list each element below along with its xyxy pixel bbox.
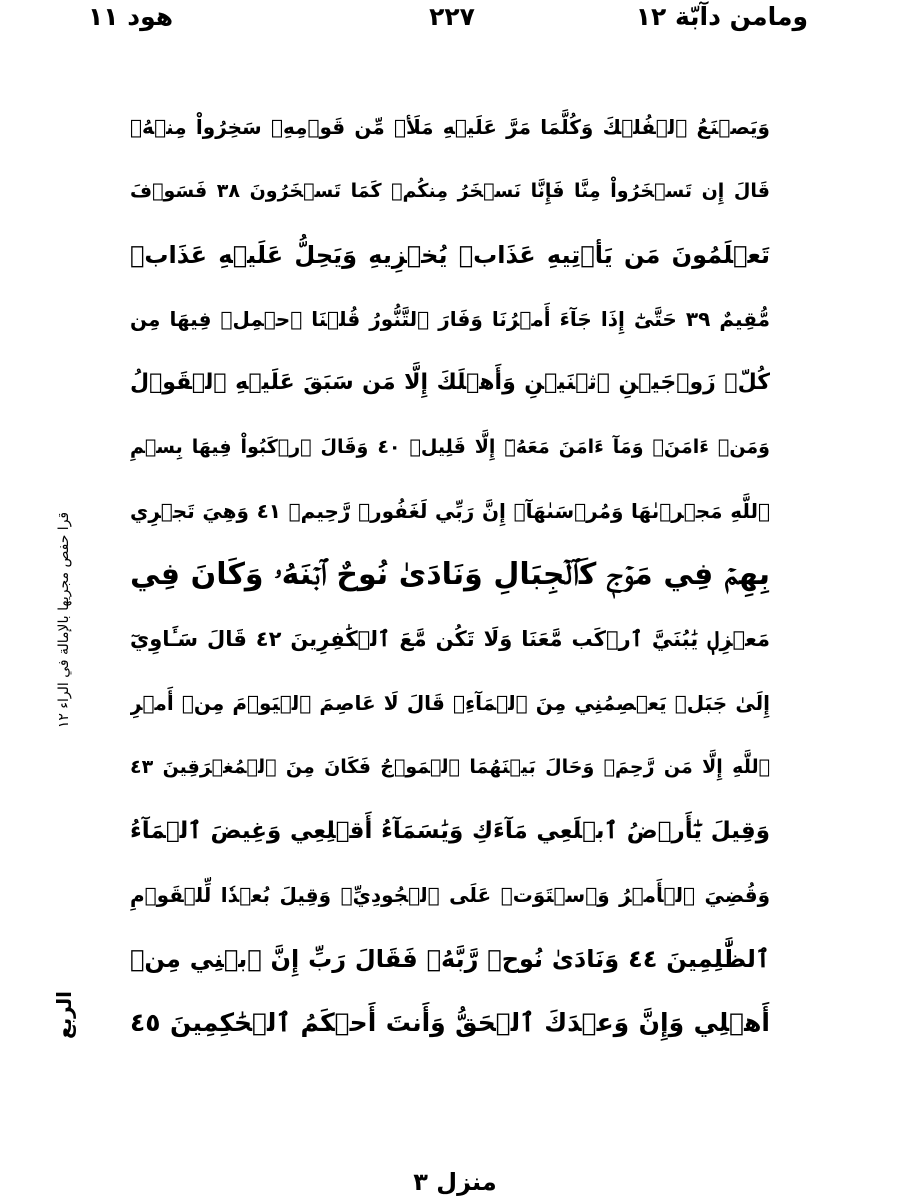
surah-label: هود ١١ <box>88 2 174 31</box>
text-line: إِلَىٰ جَبَلٖ يَعۡصِمُنِي مِنَ ٱلۡمَآءِۚ قَالَ لَا عَاصِمَ ٱلۡيَوۡمَ مِنۡ أَمۡرِ <box>130 691 770 715</box>
text-line: وَقِيلَ يَٰٓأَرۡضُ ٱبۡلَعِي مَآءَكِ وَيَٰسَمَآءُ أَقۡلِعِي وَغِيضَ ٱلۡمَآءُ <box>130 818 770 844</box>
text-line: ٱللَّهِ مَجۡرٜىٰهَا وَمُرۡسَىٰهَآۚ إِنَّ رَبِّي لَغَفُورٞ رَّحِيمٞ ٤١ وَهِيَ تَجۡرِي <box>130 499 770 523</box>
text-line: ٱلظَّٰلِمِينَ ٤٤ وَنَادَىٰ نُوحٞ رَّبَّهُۥ فَقَالَ رَبِّ إِنَّ ٱبۡنِي مِنۡ <box>130 945 770 973</box>
text-line: وَقُضِيَ ٱلۡأَمۡرُ وَٱسۡتَوَتۡ عَلَى ٱلۡجُودِيِّۖ وَقِيلَ بُعۡدٗا لِّلۡقَوۡمِ <box>130 883 770 907</box>
page-number: ٢٢٧ <box>429 2 475 31</box>
text-line: وَيَصۡنَعُ ٱلۡفُلۡكَ وَكُلَّمَا مَرَّ عَلَيۡهِ مَلَأٞ مِّن قَوۡمِهِۦ سَخِرُواْ مِنۡهُۚ <box>130 115 770 139</box>
text-line: ٱللَّهِ إِلَّا مَن رَّحِمَۚ وَحَالَ بَيۡنَهُمَا ٱلۡمَوۡجُ فَكَانَ مِنَ ٱلۡمُغۡرَقِينَ ٤٣ <box>130 756 770 778</box>
rub-marker-text: الربع <box>52 991 77 1039</box>
juz-label: ومامن دآبّة ١٢ <box>635 2 808 31</box>
page-header <box>0 0 900 44</box>
text-line: بِهِمۡ فِي مَوۡجٖ كَٱلۡجِبَالِ وَنَادَىٰ نُوحٌ ٱبۡنَهُۥ وَكَانَ فِي <box>130 557 770 592</box>
text-line: أَهۡلِي وَإِنَّ وَعۡدَكَ ٱلۡحَقُّ وَأَنتَ أَحۡكَمُ ٱلۡحَٰكِمِينَ ٤٥ <box>130 1008 770 1037</box>
verse-text-block <box>130 95 770 1055</box>
text-line: مَعۡزِلٖ يَٰبُنَيَّ ٱرۡكَب مَّعَنَا وَلَا تَكُن مَّعَ ٱلۡكَٰفِرِينَ ٤٢ قَالَ سَـَٔاوِيٓ <box>130 627 770 651</box>
margin-recitation-note <box>44 350 84 890</box>
margin-note-text: قرا حفص مجريها بالإمالة في الراء ١٢ <box>56 511 72 729</box>
text-line: كُلّٖ زَوۡجَيۡنِ ٱثۡنَيۡنِ وَأَهۡلَكَ إِلَّا مَن سَبَقَ عَلَيۡهِ ٱلۡقَوۡلُ <box>130 370 770 395</box>
text-line: مُّقِيمٌ ٣٩ حَتَّىٰٓ إِذَا جَآءَ أَمۡرُنَا وَفَارَ ٱلتَّنُّورُ قُلۡنَا ٱحۡمِلۡ فِيهَا مِن <box>130 307 770 331</box>
text-line: تَعۡلَمُونَ مَن يَأۡتِيهِ عَذَابٞ يُخۡزِيهِ وَيَحِلُّ عَلَيۡهِ عَذَابٞ <box>130 241 770 269</box>
text-line: قَالَ إِن تَسۡخَرُواْ مِنَّا فَإِنَّا نَسۡخَرُ مِنكُمۡ كَمَا تَسۡخَرُونَ ٣٨ فَسَوۡفَ <box>130 180 770 202</box>
margin-rub-marker <box>46 980 82 1050</box>
manzil-label: منزل ٣ <box>413 1168 497 1196</box>
text-line: وَمَنۡ ءَامَنَۚ وَمَآ ءَامَنَ مَعَهُۥٓ إِلَّا قَلِيلٞ ٤٠ وَقَالَ ٱرۡكَبُواْ فِيهَا بِسۡمِ <box>130 436 770 458</box>
